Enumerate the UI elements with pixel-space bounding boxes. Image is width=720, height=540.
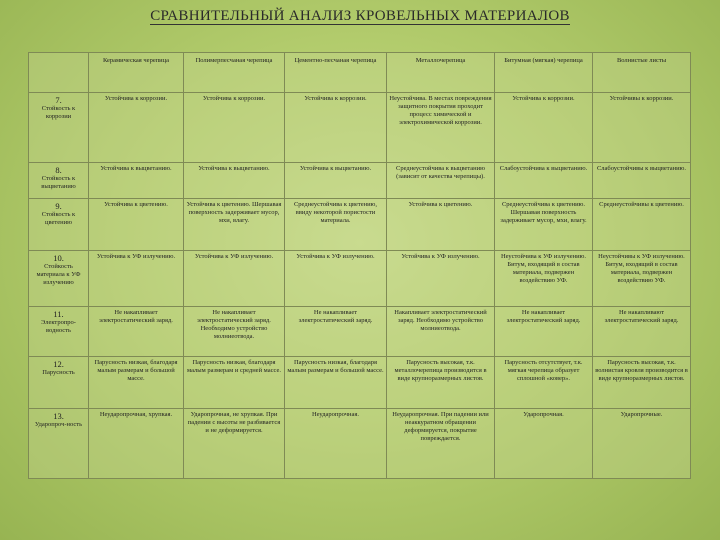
column-header-corrugated: Волнистые листы — [593, 53, 691, 93]
table-cell: Устойчива к цветению. — [89, 199, 184, 251]
row-label: Электропро-водность — [41, 319, 76, 334]
table-cell: Ударопрочная, не хрупкая. При падении с высоты не разбивается и не деформируется. — [184, 409, 285, 479]
table-cell: Слабоустойчива к выцветанию. — [495, 163, 593, 199]
table-row — [29, 93, 691, 163]
table-cell: Не накапливает электростатический заряд. — [285, 307, 387, 357]
table-cell: Ударопрочная. — [495, 409, 593, 479]
table-cell: Устойчива к УФ излучению. — [184, 251, 285, 307]
column-header-cement-sand: Цементно-песчаная черепица — [285, 53, 387, 93]
row-header — [29, 163, 89, 199]
row-label: Ударопроч-ность — [34, 421, 83, 428]
table-cell: Не накапливает электростатический заряд. — [495, 307, 593, 357]
table-cell: Устойчива к УФ излучению. — [285, 251, 387, 307]
table-cell: Парусность отсутствует, т.к. мягкая черепица образует сплошной «ковер». — [495, 357, 593, 409]
table-cell: Устойчива к коррозии. — [184, 93, 285, 163]
row-label: Стойкость к выцветанию — [41, 175, 76, 190]
row-header — [29, 251, 89, 307]
table-cell: Слабоустойчивы к выцветанию. — [593, 163, 691, 199]
row-number: 9. — [55, 201, 62, 211]
header-row — [29, 53, 691, 93]
table-cell: Неударопрочная, хрупкая. — [89, 409, 184, 479]
table-cell: Среднеустойчива к цветению. Шершавая поверхность задерживает мусор, мхи, влагу. — [495, 199, 593, 251]
row-header — [29, 199, 89, 251]
table-row — [29, 163, 691, 199]
table-cell: Устойчива к выцветанию. — [285, 163, 387, 199]
row-number: 10. — [53, 253, 64, 263]
row-number: 12. — [53, 359, 64, 369]
table-cell: Не накапливают электростатический заряд. — [593, 307, 691, 357]
column-header-ceramic: Керамическая черепица — [89, 53, 184, 93]
comparison-table — [28, 52, 691, 479]
table-cell: Устойчива к УФ излучению. — [387, 251, 495, 307]
table-cell: Среднеустойчивы к цветению. — [593, 199, 691, 251]
table-cell: Неударопрочная. — [285, 409, 387, 479]
row-label: Парусность — [42, 369, 75, 376]
row-header — [29, 357, 89, 409]
table-cell: Устойчивы к коррозии. — [593, 93, 691, 163]
table-row — [29, 307, 691, 357]
table-cell: Не накапливает электростатический заряд. Необходимо устройство молниеотвода. — [184, 307, 285, 357]
row-label: Стойкость к цветению — [41, 211, 76, 226]
table-cell: Устойчива к выцветанию. — [89, 163, 184, 199]
column-header-polymer-sand: Полимерпесчаная черепица — [184, 53, 285, 93]
row-number: 13. — [53, 411, 64, 421]
table-cell: Неударопрочная. При падении или неаккуратном обращении деформируется, покрытие повреждается. — [387, 409, 495, 479]
table-cell: Неустойчива. В местах повреждения защитного покрытия проходит процесс химической и электрохимической коррозии. — [387, 93, 495, 163]
table-row — [29, 251, 691, 307]
table-row — [29, 409, 691, 479]
row-number: 11. — [53, 309, 64, 319]
table-cell: Парусность низкая, благодаря малым размерам и большой массе. — [285, 357, 387, 409]
table-cell: Устойчива к коррозии. — [89, 93, 184, 163]
table-cell: Парусность низкая, благодаря малым размерам и средней массе. — [184, 357, 285, 409]
table-row — [29, 357, 691, 409]
table-cell: Устойчива к коррозии. — [495, 93, 593, 163]
table-cell: Устойчива к выцветанию. — [184, 163, 285, 199]
table-cell: Не накапливает электростатический заряд. — [89, 307, 184, 357]
table-cell: Устойчива к коррозии. — [285, 93, 387, 163]
table-cell: Парусность низкая, благодаря малым размерам и большой массе. — [89, 357, 184, 409]
row-label: Стойкость к коррозии — [41, 105, 76, 120]
column-header-metal: Металлочерепица — [387, 53, 495, 93]
row-header — [29, 93, 89, 163]
table-cell: Устойчива к цветению. — [387, 199, 495, 251]
table-cell: Накапливает электростатический заряд. Необходимо устройство молниеотвода. — [387, 307, 495, 357]
row-number: 8. — [55, 165, 62, 175]
table-cell: Неустойчивы к УФ излучению. Битум, входящий в состав материала, подвержен воздействию УФ. — [593, 251, 691, 307]
table-row — [29, 199, 691, 251]
row-number: 7. — [55, 95, 62, 105]
table-cell: Ударопрочные. — [593, 409, 691, 479]
table-cell: Среднеустойчива к цветению, ввиду некоторой пористости материала. — [285, 199, 387, 251]
table-cell: Неустойчива к УФ излучению. Битум, входящий в состав материала, подвержен воздействию УФ. — [495, 251, 593, 307]
column-header-empty — [29, 53, 89, 93]
table-cell: Устойчива к УФ излучению. — [89, 251, 184, 307]
table-cell: Парусность высокая, т.к. волнистая кровля производится в виде крупноразмерных листов. — [593, 357, 691, 409]
table-cell: Устойчива к цветению. Шершавая поверхность задерживает мусор, мхи, влагу. — [184, 199, 285, 251]
page-title: СРАВНИТЕЛЬНЫЙ АНАЛИЗ КРОВЕЛЬНЫХ МАТЕРИАЛОВ — [150, 8, 570, 24]
table-cell: Парусность высокая, т.к. металлочерепица производится в виде крупноразмерных листов. — [387, 357, 495, 409]
table-cell: Среднеустойчива к выцветанию (зависит от качества черепицы). — [387, 163, 495, 199]
row-header — [29, 409, 89, 479]
row-label: Стойкость материала к УФ излучению — [36, 263, 81, 286]
row-header — [29, 307, 89, 357]
column-header-bitumen: Битумная (мягкая) черепица — [495, 53, 593, 93]
